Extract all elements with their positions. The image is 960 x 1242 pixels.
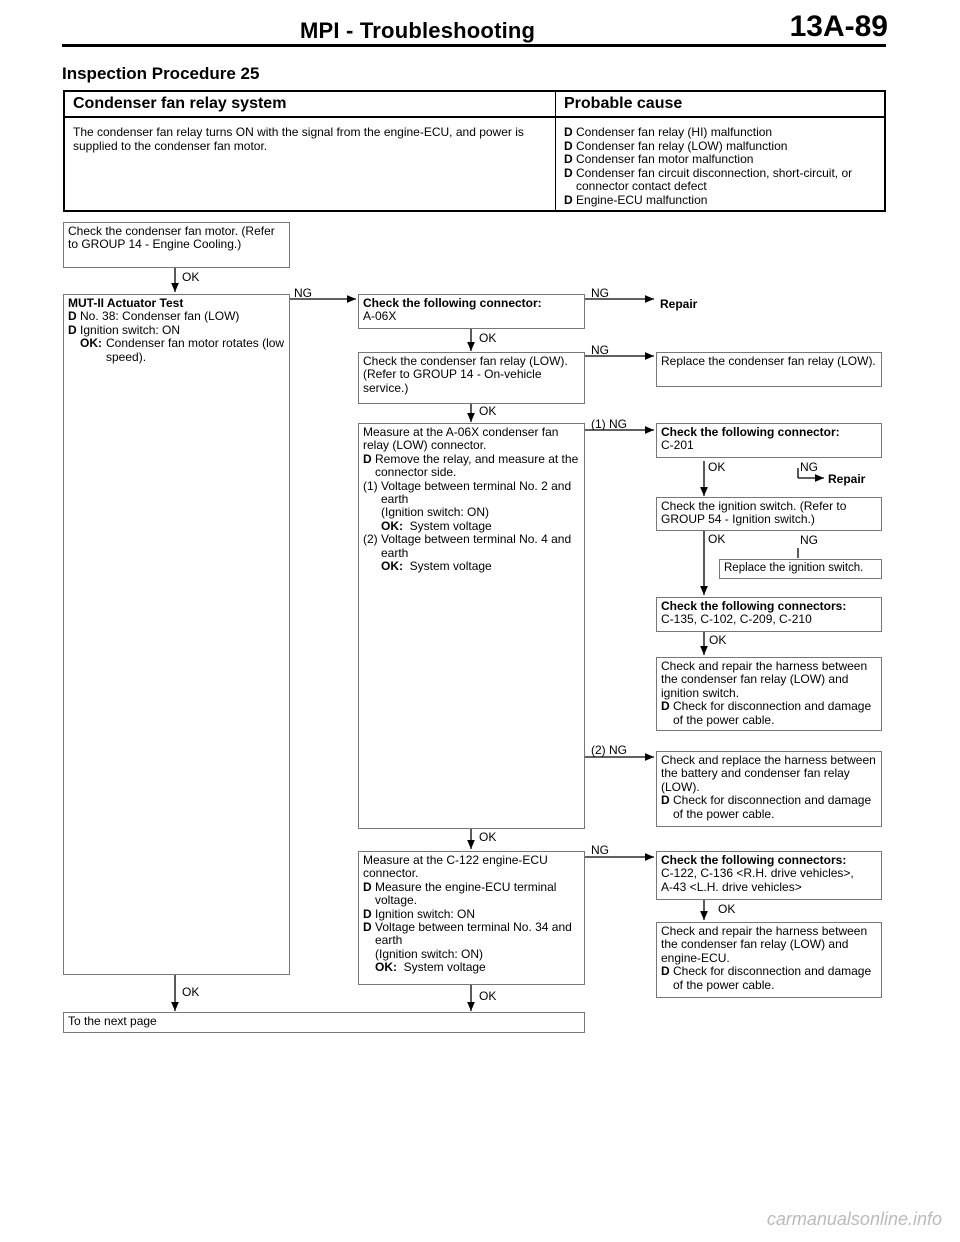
watermark: carmanualsonline.info — [766, 1209, 942, 1229]
box-bullet: Voltage between terminal No. 34 and earth — [375, 920, 572, 948]
repair-label: Repair — [660, 297, 698, 311]
measure-text: Measure at the A-06X condenser fan relay (LOW) connector. — [363, 425, 559, 453]
ok-label: OK — [708, 460, 726, 474]
actuator-test-title: MUT-II Actuator Test — [68, 296, 184, 310]
ok-label: OK — [718, 902, 736, 916]
cause-item: D Condenser fan circuit disconnection, short-circuit, or connector contact defect — [564, 165, 853, 193]
box-repair-harness-ecu: Check and repair the harness between the condenser fan relay (LOW) and engine-ECU. D Check for disconnection and damage of the power cable. — [656, 922, 882, 998]
ok-label: OK — [709, 633, 727, 647]
ng-label: NG — [591, 286, 609, 300]
ng1-label: (1) NG — [591, 417, 627, 431]
box-text: C-135, C-102, C-209, C-210 — [661, 612, 812, 627]
box-title: Check the following connector: — [363, 296, 542, 310]
ng-label: NG — [294, 286, 312, 300]
col-header-system: Condenser fan relay system — [64, 91, 556, 117]
cause-item: D Condenser fan relay (HI) malfunction — [564, 125, 773, 139]
ok-label: OK — [479, 331, 497, 345]
measure-bullet: Remove the relay, and measure at the connector side. — [375, 451, 579, 480]
page-number: 13A-89 — [789, 10, 888, 43]
box-text: Check and repair the harness between the condenser fan relay (LOW) and engine-ECU. — [661, 924, 868, 965]
box-actuator-test: MUT-II Actuator Test D No. 38: Condenser fan (LOW) D Ignition switch: ON OK: Condenser fan motor rotates (low speed). — [63, 294, 290, 975]
box-bullet: Measure the engine-ECU terminal voltage. — [375, 879, 557, 908]
ok-text: System voltage — [403, 960, 486, 975]
box-text: C-201 — [661, 438, 694, 453]
cause-item: D Condenser fan motor malfunction — [564, 152, 754, 166]
actuator-test-item: No. 38: Condenser fan (LOW) — [80, 309, 240, 324]
box-check-fan-motor: Check the condenser fan motor. (Refer to GROUP 14 - Engine Cooling.) — [63, 222, 290, 268]
box-measure-a06x: Measure at the A-06X condenser fan relay (LOW) connector. D Remove the relay, and measure at the connector side. (1) Voltage between terminal No. 2 and earth (Ignition switch: ON) OK: System voltage (2) Voltage between terminal No. 4 and earth OK: System voltage — [358, 423, 585, 829]
box-check-connectors-c122 — [656, 851, 882, 900]
measure-step-2: (2) Voltage between terminal No. 4 and earth — [363, 532, 572, 560]
ng-label: NG — [800, 533, 818, 547]
box-check-connectors-c135 — [656, 597, 882, 632]
box-check-ignition-switch: Check the ignition switch. (Refer to GROUP 54 - Ignition switch.) — [656, 497, 882, 531]
ok-text: System voltage — [409, 559, 492, 574]
box-text: Check and repair the harness between the condenser fan relay (LOW) and ignition switch. — [661, 659, 868, 700]
ng-label: NG — [800, 460, 818, 474]
box-text: Measure at the C-122 engine-ECU connector. — [363, 853, 548, 881]
box-measure-c122: Measure at the C-122 engine-ECU connector. D Measure the engine-ECU terminal voltage. D Ignition switch: ON D Voltage between terminal No. 34 and earth (Ignition switch: ON) OK: System voltage — [358, 851, 585, 985]
ok-text: Condenser fan motor rotates (low speed). — [106, 336, 285, 364]
box-repair-harness-ignition: Check and repair the harness between the condenser fan relay (LOW) and ignition switch. D Check for disconnection and damage of the power cable. — [656, 657, 882, 731]
ok-text: System voltage — [409, 518, 492, 533]
system-description: The condenser fan relay turns ON with the signal from the engine-ECU, and power is supplied to the condenser fan motor. — [64, 117, 556, 211]
col-header-cause: Probable cause — [556, 91, 886, 117]
ok-label: OK: — [375, 960, 397, 975]
ok-label: OK: — [381, 559, 403, 574]
ok-label: OK — [708, 532, 726, 546]
ng-label: NG — [591, 343, 609, 357]
box-check-relay-low: Check the condenser fan relay (LOW). (Refer to GROUP 14 - On-vehicle service.) — [358, 352, 585, 404]
box-next-page: To the next page — [63, 1012, 585, 1033]
box-title: Check the following connectors: — [661, 853, 847, 867]
box-check-connector-c201 — [656, 423, 882, 458]
header-title: MPI - Troubleshooting — [300, 18, 536, 43]
ng2-label: (2) NG — [591, 743, 627, 757]
box-text: C-122, C-136 <R.H. drive vehicles>, — [661, 866, 854, 881]
cause-item: D Engine-ECU malfunction — [564, 192, 708, 207]
box-bullet: Ignition switch: ON — [375, 906, 476, 921]
box-sub: (Ignition switch: ON) — [375, 946, 484, 961]
box-replace-harness-battery: Check and replace the harness between the battery and condenser fan relay (LOW). D Check for disconnection and damage of the power cable. — [656, 751, 882, 827]
measure-step-1: (1) Voltage between terminal No. 2 and earth — [363, 478, 572, 507]
measure-step-1-cond: (Ignition switch: ON) — [381, 505, 490, 520]
box-bullet: Check for disconnection and damage of the power cable. — [673, 964, 872, 992]
box-replace-ignition-switch: Replace the ignition switch. — [719, 559, 882, 579]
ok-label: OK — [479, 404, 497, 418]
ok-label: OK — [479, 989, 497, 1003]
procedure-title: Inspection Procedure 25 — [62, 64, 260, 83]
box-text: A-43 <L.H. drive vehicles> — [661, 879, 802, 894]
box-check-connector-a06x — [358, 294, 585, 329]
box-title: Check the following connector: — [661, 425, 840, 439]
box-bullet: Check for disconnection and damage of the power cable. — [673, 793, 872, 821]
cause-item: D Condenser fan relay (LOW) malfunction — [564, 138, 788, 153]
box-replace-relay: Replace the condenser fan relay (LOW). — [656, 352, 882, 387]
ok-label: OK: — [80, 336, 102, 351]
box-text: A-06X — [363, 309, 397, 324]
repair-label: Repair — [828, 472, 866, 486]
box-text: Check and replace the harness between the battery and condenser fan relay (LOW). — [661, 753, 876, 794]
box-title: Check the following connectors: — [661, 599, 847, 613]
ok-label: OK: — [381, 518, 403, 533]
actuator-test-item: Ignition switch: ON — [80, 322, 181, 337]
ng-label: NG — [591, 843, 609, 857]
ok-label: OK — [182, 270, 200, 284]
ok-label: OK — [479, 830, 497, 844]
ok-label: OK — [182, 985, 200, 999]
box-bullet: Check for disconnection and damage of the power cable. — [673, 699, 872, 727]
